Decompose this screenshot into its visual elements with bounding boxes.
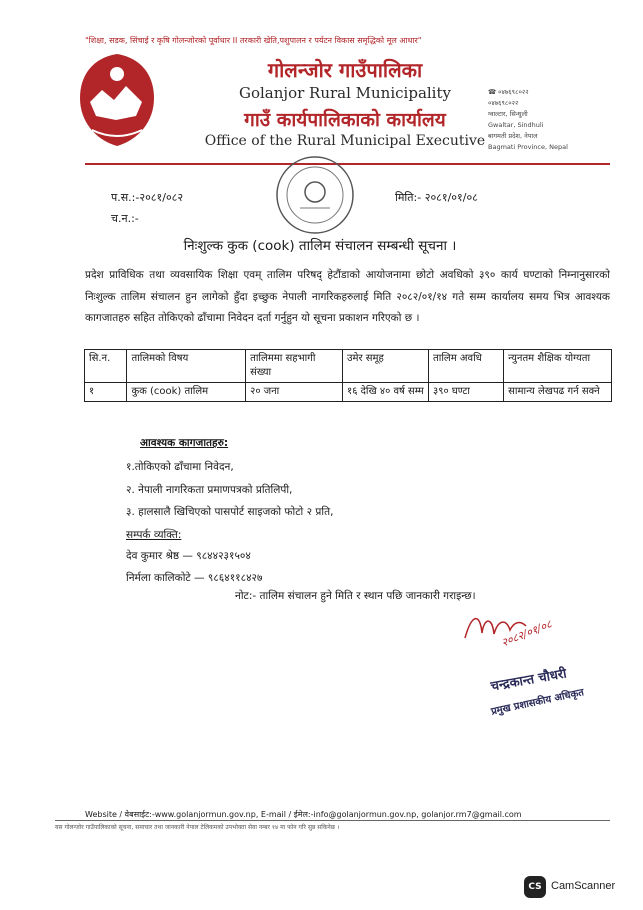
camscanner-watermark: [524, 876, 639, 898]
patra-sankhya: प.स.:-२०८१/०८२: [111, 191, 184, 204]
footer-web-line: Website / वेबसाईट:-www.golanjormun.gov.np, E-mail / ईमेल:-info@golanjormun.gov.np, golanjor.rm7@gmail.com: [85, 810, 522, 819]
contact-line: ०४७६९८०२२: [488, 99, 519, 107]
municipality-name-en: Golanjor Rural Municipality: [239, 84, 451, 102]
signature-block: [460, 608, 600, 738]
contact-person: निर्मला कालिकोटे — ९८६४११८४२७: [126, 572, 263, 584]
table-header-cell: उमेर समूह: [343, 350, 429, 383]
requirements-heading: आवश्यक कागजातहरु:: [140, 437, 229, 449]
signature-date: २०८२/०१/०८: [499, 617, 554, 650]
table-cell: सामान्य लेखपढ गर्न सक्ने: [504, 383, 612, 402]
table-cell: १६ देखि ४० वर्ष सम्म: [343, 383, 429, 402]
contact-line: ☎ ०४७६९८०२२: [488, 88, 529, 96]
table-cell: २० जना: [246, 383, 343, 402]
office-name-np: गाउँ कार्यपालिकाको कार्यालय: [244, 109, 446, 131]
training-table: [84, 349, 612, 402]
letterhead-contact: [488, 87, 618, 153]
chalani-number: च.न.:-: [111, 212, 139, 225]
contact-line: ग्वाल्टार, सिन्धुली: [488, 110, 528, 118]
requirement-item: १.तोकिएको ढाँचामा निवेदन,: [126, 461, 234, 473]
requirement-item: २. नेपाली नागरिकता प्रमाणपत्रको प्रतिलिपी,: [126, 484, 293, 496]
letter-date: मिति:- २०८१/०१/०८: [395, 191, 478, 204]
table-cell: कुक (cook) तालिम: [127, 383, 246, 402]
table-header-cell: तालिमको विषय: [127, 350, 246, 383]
contact-line: Gwaltar, Sindhuli: [488, 121, 544, 129]
signatory-name: चन्द्रकान्त चौधरी: [489, 666, 568, 695]
contact-line: बागमती प्रदेश, नेपाल: [488, 132, 538, 140]
table-header-cell: न्युनतम शैक्षिक योग्यता: [504, 350, 612, 383]
table-cell: ३९० घण्टा: [429, 383, 504, 402]
notice-body: प्रदेश प्राविधिक तथा व्यवसायिक शिक्षा एवम् तालिम परिषद् हेटौंडाको आयोजनामा छोटो अवधिको ३९० कार्य घण्टाको निम्नानुसारको निःशुल्क तालिम संचालन हुन लागेको हुँदा इच्छुक नेपाली नागरिकहरुलाई मिति २०८२/०१/१४ गते सम्म कार्यालय समय भित्र आवश्यक कागजातहरु सहित तोकिएको ढाँचामा निवेदन दर्ता गर्नुहुन यो सूचना प्रकाशन गरिएको छ ।: [85, 269, 610, 324]
signatory-designation: प्रमुख प्रशासकीय अधिकृत: [490, 687, 585, 718]
notice-title: निःशुल्क कुक (cook) तालिम संचालन सम्बन्धी सूचना ।: [183, 238, 457, 254]
requirement-item: ३. हालसालै खिचिएको पासपोर्ट साइजको फोटो २ प्रति,: [126, 506, 334, 518]
footer-divider: [55, 820, 610, 821]
letterhead-motto: "शिक्षा, सडक, सिंचाई र कृषि गोलन्जोरको पूर्वाधार II तरकारी खेति,पशुपालन र पर्यटन विकास समृद्धिको मूल आधार": [85, 36, 422, 45]
contact-heading: सम्पर्क व्यक्ति:: [126, 529, 182, 541]
office-name-en: Office of the Rural Municipal Executive: [204, 133, 486, 149]
contact-person: देव कुमार श्रेष्ठ — ९८४४२३१५०४: [126, 550, 251, 562]
table-row: [85, 383, 612, 402]
camscanner-label: CamScanner: [551, 880, 616, 892]
notice-note: नोट:- तालिम संचालन हुने मिति र स्थान पछि जानकारी गराइन्छ।: [235, 590, 476, 602]
municipality-emblem-icon: [72, 50, 162, 150]
contact-line: Bagmati Province, Nepal: [488, 143, 568, 151]
table-header-cell: सि.न.: [85, 350, 127, 383]
camscanner-logo-icon: CS: [524, 876, 546, 898]
table-cell: १: [85, 383, 127, 402]
footer-note-line: यस गोलन्जोर गाउँपालिकाको सूचना, समाचार तथा जानकारी नेपाल टेलिकमको उपभोक्ता सेवा नम्बर १४ मा फोन गरि सुन्न सकिनेछ ।: [55, 824, 340, 831]
municipality-name-np: गोलन्जोर गाउँपालिका: [267, 58, 423, 82]
office-stamp-icon: [270, 150, 360, 240]
table-header-cell: तालिम अवधि: [429, 350, 504, 383]
table-header-cell: तालिममा सहभागी संख्या: [246, 350, 343, 383]
table-header-row: [85, 350, 612, 383]
